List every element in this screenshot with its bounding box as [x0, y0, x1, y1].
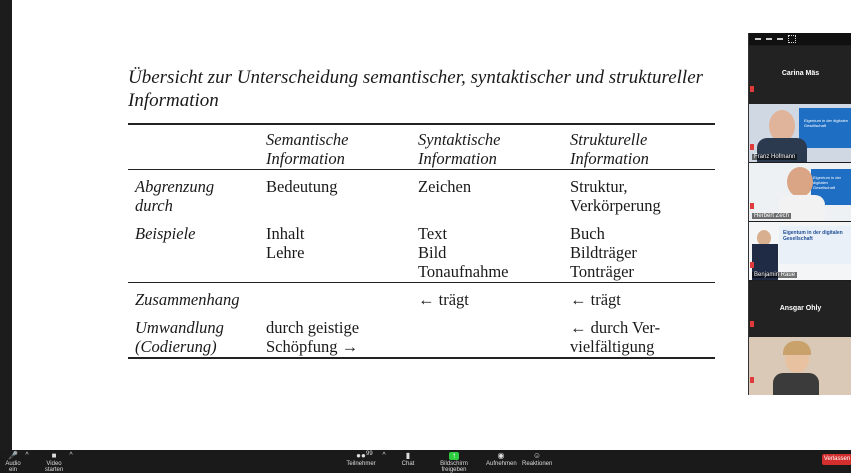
- row-label-abgrenzung: Abgrenzung durch: [135, 177, 215, 215]
- camera-off-icon: ■: [51, 451, 57, 460]
- slide-title: Übersicht zur Unterscheidung semantischer, syntaktischer und struktureller Information: [128, 67, 704, 111]
- participant-name: Ansgar Ohly: [779, 305, 822, 312]
- reactions-button[interactable]: [522, 452, 552, 467]
- header-semantic: Semantische Information: [266, 130, 349, 168]
- participant-video-panel: [748, 33, 851, 395]
- participants-label: Teilnehmer: [346, 461, 376, 467]
- muted-mic-icon: [750, 86, 754, 92]
- person-head: [787, 167, 813, 197]
- muted-mic-icon: [750, 321, 754, 327]
- background-slide-text: Eigentum in der digitalen Gesellschaft: [804, 118, 849, 128]
- participant-tile[interactable]: [749, 104, 851, 162]
- record-icon: ◉: [497, 451, 505, 460]
- cell-zusammenhang-syntactic: ← trägt: [418, 290, 469, 309]
- table-mid-rule: [128, 282, 715, 283]
- cell-abgrenzung-semantic: Bedeutung: [266, 177, 338, 196]
- presentation-slide: [12, 0, 842, 450]
- table-top-rule: [128, 123, 715, 125]
- participants-options-caret[interactable]: ^: [382, 452, 386, 459]
- minimize-icon[interactable]: [755, 38, 761, 40]
- participant-name: Franz Hofmann: [754, 154, 796, 160]
- panel-view-controls[interactable]: [749, 33, 851, 45]
- participant-tile[interactable]: [749, 281, 851, 339]
- record-button[interactable]: [486, 452, 516, 467]
- strip-view-icon[interactable]: [766, 38, 772, 40]
- chat-icon: ▮: [405, 451, 411, 460]
- video-options-caret[interactable]: ^: [69, 452, 73, 459]
- share-label: Bildschirm freigeben: [440, 461, 468, 473]
- microphone-off-icon: 🎤: [8, 451, 18, 460]
- row-label-zusammenhang: Zusammenhang: [135, 290, 240, 309]
- leave-meeting-button[interactable]: Verlassen: [822, 454, 851, 465]
- cell-abgrenzung-structural: Struktur, Verkörperung: [570, 177, 661, 215]
- participants-count: 99: [366, 451, 373, 457]
- background-slide-text: Eigentum in der digitalen Gesellschaft: [813, 175, 842, 190]
- muted-mic-icon: [750, 144, 754, 150]
- participant-tile[interactable]: [749, 222, 851, 280]
- background-slide-text: Eigentum in der digitalen Gesellschaft: [783, 230, 843, 242]
- speaker-view-icon[interactable]: [777, 38, 783, 40]
- reactions-label: Reaktionen: [522, 461, 553, 467]
- participant-name: Herbert Zech: [754, 213, 790, 219]
- table-header-rule: [128, 169, 715, 170]
- share-screen-icon: ↑: [449, 452, 459, 460]
- cell-umwandlung-semantic: durch geistige Schöpfung →: [266, 318, 360, 356]
- participants-icon: ●●: [356, 451, 366, 460]
- video-label: Video starten: [44, 461, 64, 473]
- muted-mic-icon: [750, 203, 754, 209]
- chat-button[interactable]: [398, 452, 418, 467]
- background-slide: [799, 108, 851, 148]
- cell-zusammenhang-structural: ← trägt: [570, 290, 621, 309]
- participant-name: Carina Mäs: [781, 70, 820, 77]
- cell-beispiele-structural: Buch Bildträger Tonträger: [570, 224, 637, 281]
- audio-label: Audio ein: [5, 461, 21, 473]
- muted-mic-icon: [750, 377, 754, 383]
- muted-mic-icon: [750, 262, 754, 268]
- participant-tile[interactable]: [749, 46, 851, 104]
- row-label-umwandlung: Umwandlung (Codierung): [135, 318, 224, 356]
- reactions-icon: ☺: [532, 451, 542, 460]
- participant-name: Benjamin Raue: [754, 272, 796, 278]
- meeting-toolbar: [0, 450, 851, 473]
- left-edge-strip: [0, 0, 12, 450]
- participant-tile[interactable]: [749, 337, 851, 395]
- cell-beispiele-semantic: Inhalt Lehre: [266, 224, 305, 262]
- cell-abgrenzung-syntactic: Zeichen: [418, 177, 472, 196]
- cell-beispiele-syntactic: Text Bild Tonaufnahme: [418, 224, 509, 281]
- table-bottom-rule: [128, 357, 715, 359]
- row-label-beispiele: Beispiele: [135, 224, 196, 243]
- person-body: [773, 373, 819, 395]
- audio-options-caret[interactable]: ^: [25, 452, 29, 459]
- record-label: Aufnehmen: [486, 461, 517, 467]
- header-syntactic: Syntaktische Information: [418, 130, 501, 168]
- chat-label: Chat: [401, 461, 415, 467]
- person-hair: [783, 341, 811, 355]
- header-structural: Strukturelle Information: [570, 130, 649, 168]
- participant-tile[interactable]: [749, 163, 851, 221]
- grid-view-icon[interactable]: [788, 35, 796, 43]
- cell-umwandlung-structural: ← durch Ver- vielfältigung: [570, 318, 661, 356]
